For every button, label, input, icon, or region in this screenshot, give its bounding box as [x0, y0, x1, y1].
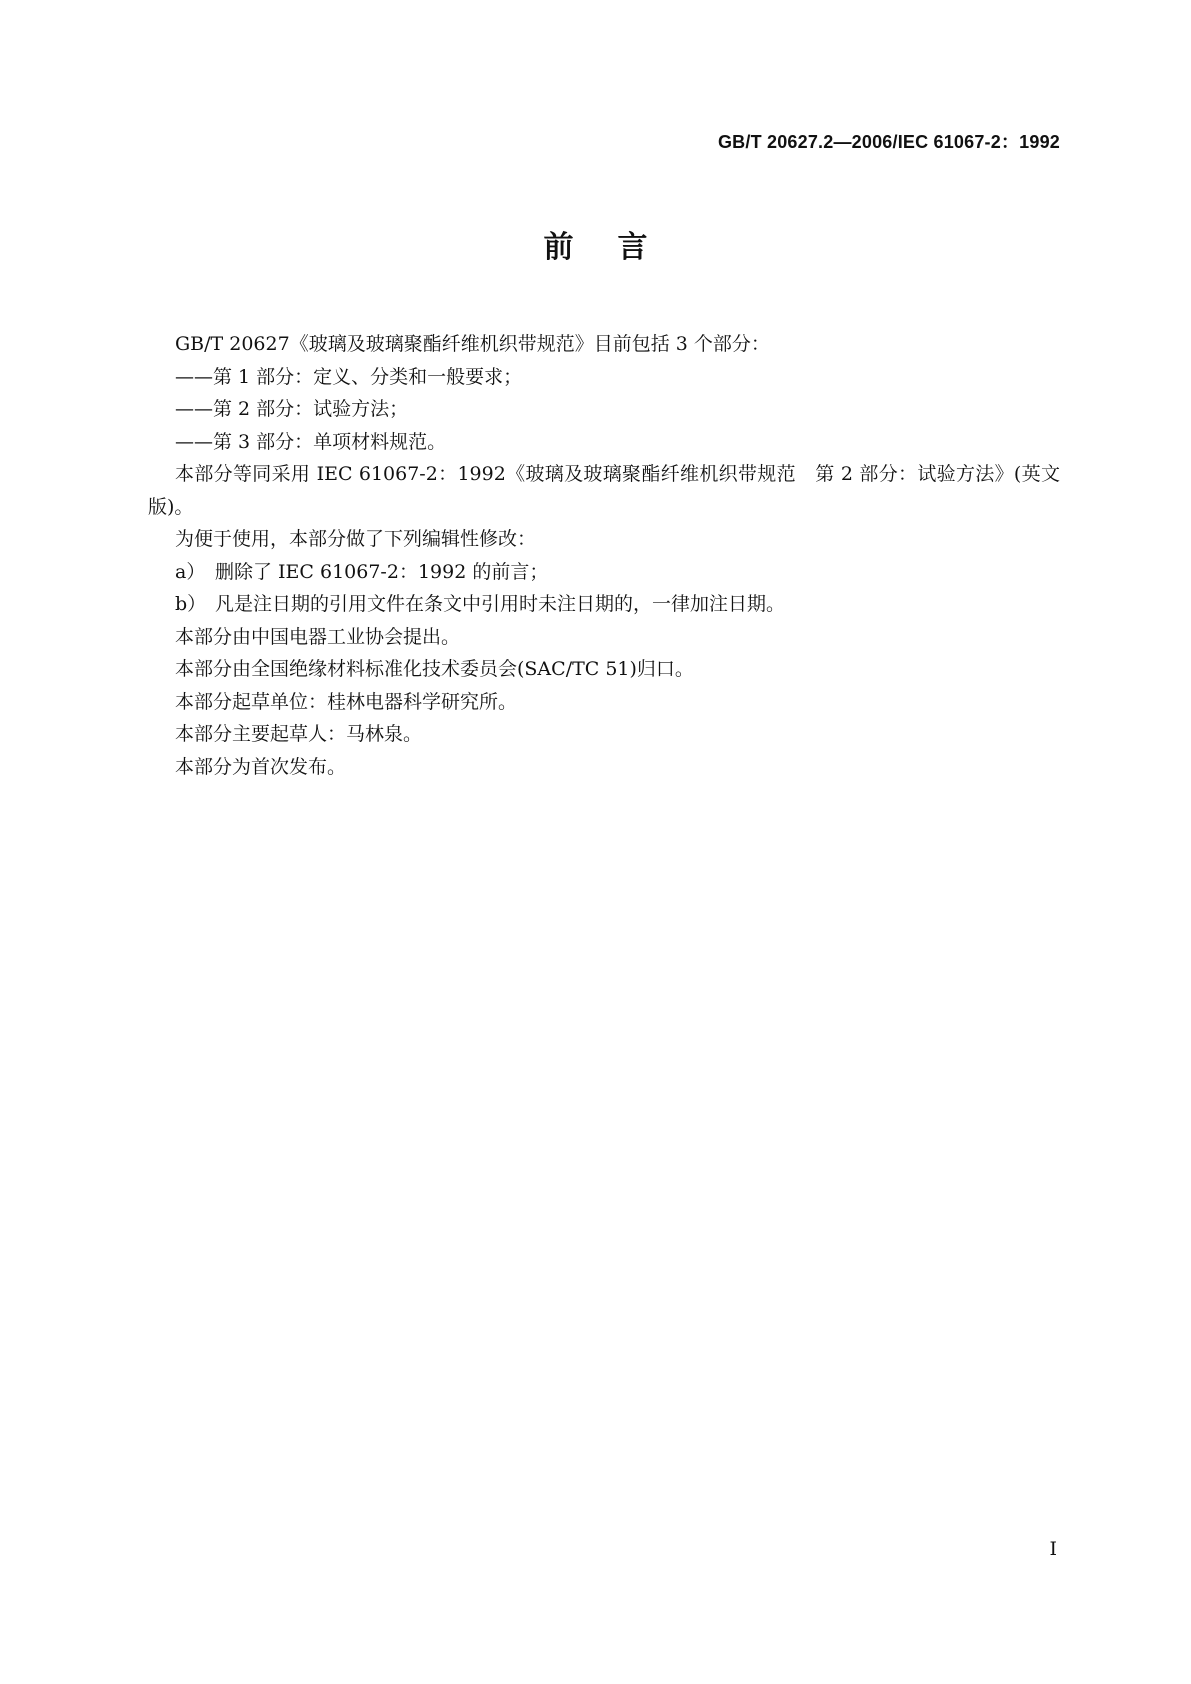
modification-text-b: 凡是注日期的引用文件在条文中引用时未注日期的，一律加注日期。	[215, 593, 786, 615]
modification-item-b	[148, 588, 1060, 621]
adoption-paragraph: 本部分等同采用 IEC 61067-2：1992《玻璃及玻璃聚酯纤维机织带规范 第 2 部分：试验方法》(英文版)。	[148, 463, 1060, 518]
committee-paragraph: 本部分由全国绝缘材料标准化技术委员会(SAC/TC 51)归口。	[175, 658, 694, 680]
part-list-item-2: ——第 2 部分：试验方法；	[175, 398, 409, 420]
page-title: 前言	[543, 230, 692, 265]
part-list-item-3: ——第 3 部分：单项材料规范。	[175, 430, 447, 453]
standard-code-header: GB/T 20627.2—2006/IEC 61067-2：1992	[717, 132, 1060, 152]
drafting-unit-paragraph: 本部分起草单位：桂林电器科学研究所。	[175, 690, 518, 713]
intro-paragraph: GB/T 20627《玻璃及玻璃聚酯纤维机织带规范》目前包括 3 个部分：	[175, 333, 770, 355]
proposer-paragraph: 本部分由中国电器工业协会提出。	[175, 625, 461, 648]
document-body	[148, 328, 1060, 783]
modification-item-a	[148, 556, 1060, 589]
modification-label-a: a）	[175, 560, 206, 583]
modification-label-b: b）	[175, 593, 207, 615]
first-release-paragraph: 本部分为首次发布。	[175, 755, 347, 778]
page-number: I	[1049, 1538, 1057, 1560]
modifications-intro: 为便于使用，本部分做了下列编辑性修改：	[175, 528, 537, 550]
part-list-item-1: ——第 1 部分：定义、分类和一般要求；	[175, 365, 523, 388]
drafter-paragraph: 本部分主要起草人：马林泉。	[175, 723, 423, 745]
modification-text-a: 删除了 IEC 61067-2：1992 的前言；	[215, 560, 549, 583]
